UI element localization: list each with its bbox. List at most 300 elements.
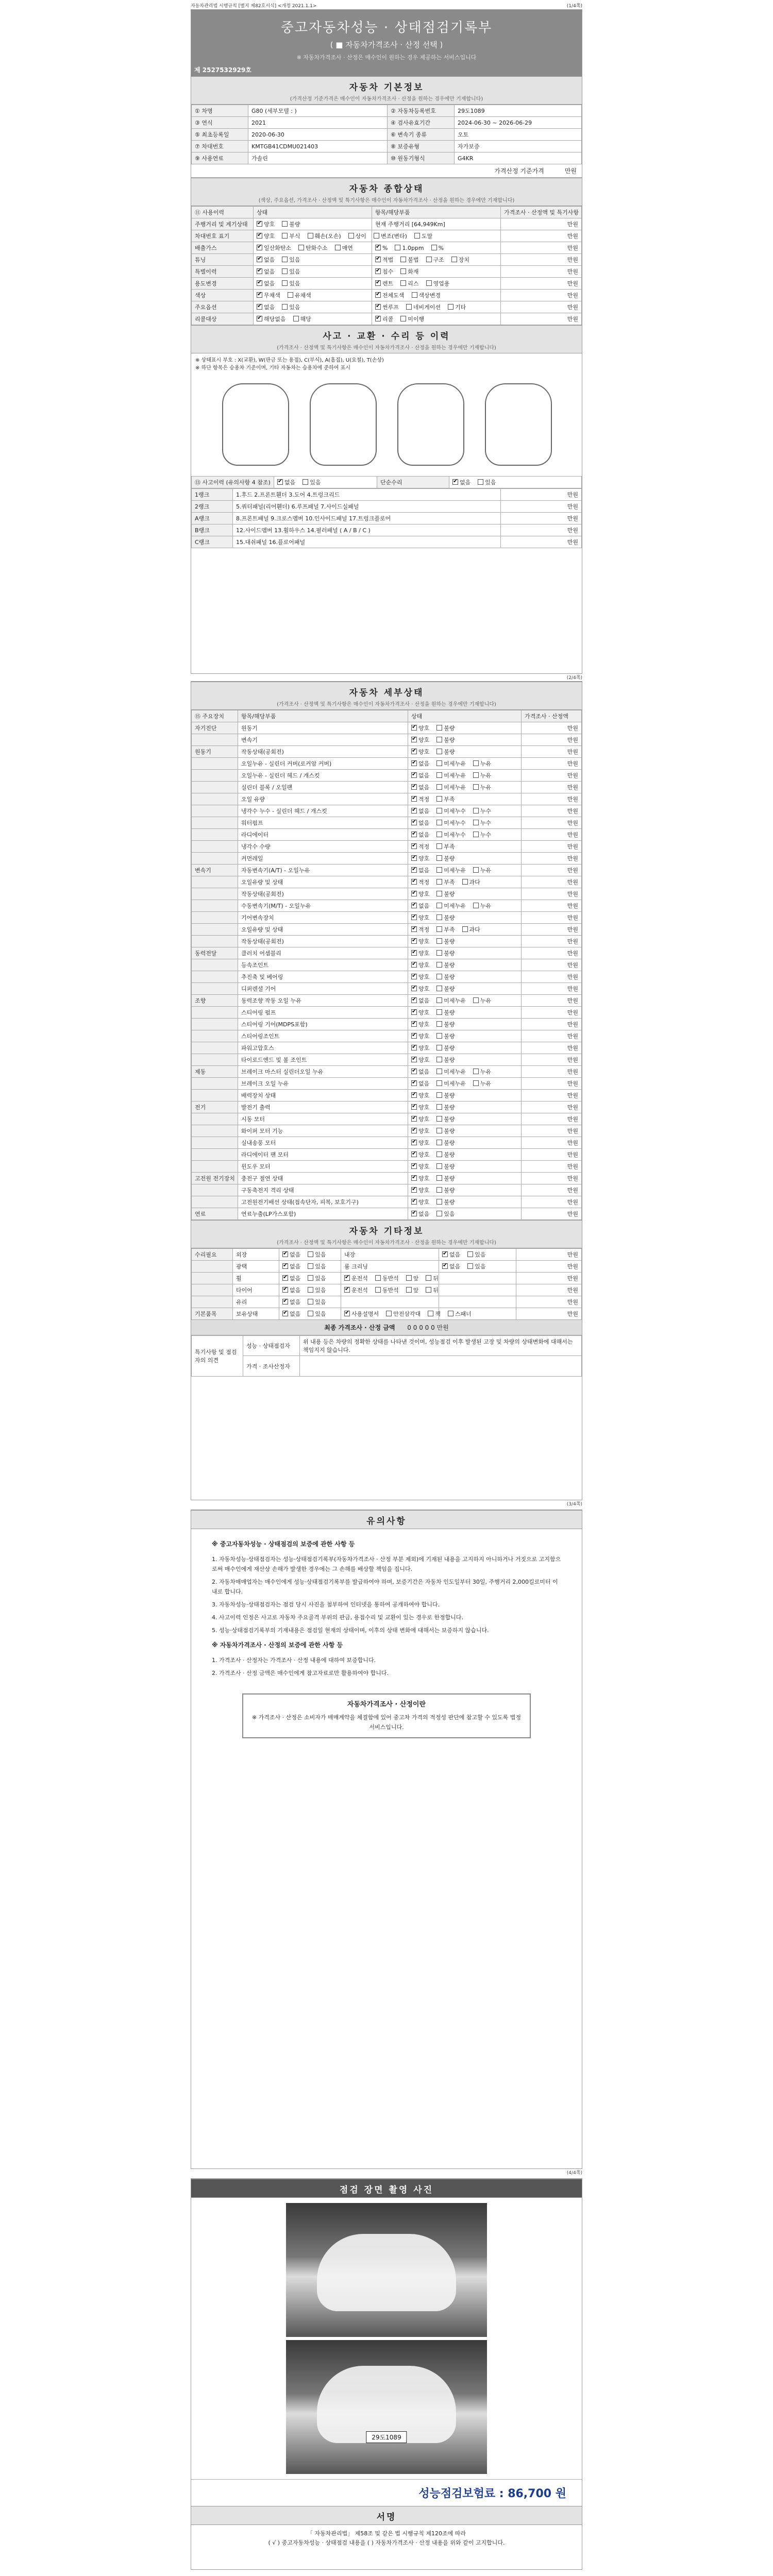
special-inspector: 성능 · 상태점검자 [243, 1336, 300, 1356]
checkbox-option: ✔ 없음 [282, 1263, 300, 1270]
checkbox-icon [257, 304, 262, 310]
detail-item: 브레이크 오일 누유 [238, 1078, 408, 1090]
detail-state [408, 793, 522, 805]
detail-state [408, 734, 522, 746]
detail-column-header: 상태 [408, 710, 522, 722]
checkbox-icon [303, 479, 308, 485]
checkbox-option: 유채색 [288, 292, 311, 299]
checkbox-icon [411, 725, 417, 731]
checkbox-option: 불량 [282, 221, 300, 228]
rank-label: C랭크 [192, 536, 233, 548]
summary-item: 용도변경 [192, 278, 254, 290]
detail-title: 자동차 세부상태 [349, 688, 424, 698]
notice-box-text: ※ 가격조사 · 산정은 소비자가 매매계약을 체결함에 있어 중고차 가격의 적정성 판단에 참고할 수 있도록 법정 서비스입니다. [251, 1714, 522, 1731]
detail-row [192, 746, 582, 758]
detail-row [192, 793, 582, 805]
checkbox-icon [436, 926, 442, 932]
rank-parts: 5.쿼터패널(리어휀더) 6.루프패널 7.사이드실패널 [233, 501, 501, 513]
page-4 [191, 2178, 582, 2570]
checkbox-icon [436, 903, 442, 908]
checkbox-option: 누유 [473, 760, 491, 767]
detail-row [192, 959, 582, 971]
checkbox-option: 구조 [426, 257, 444, 263]
detail-price: 만원 [522, 1173, 582, 1184]
detail-item: 디퍼렌셜 기어 [238, 983, 408, 995]
detail-item: 클러치 어셈블리 [238, 947, 408, 959]
checkbox-option: ✔ 전체도색 [375, 292, 405, 299]
detail-item: 기어변속장치 [238, 912, 408, 924]
detail-row [192, 924, 582, 936]
checkbox-icon [436, 938, 442, 944]
checkbox-icon [375, 1287, 381, 1293]
photos-header [191, 2179, 582, 2198]
summary-price: 만원 [501, 290, 582, 301]
checkbox-icon [411, 1163, 417, 1169]
detail-item: 작동상태(공회전) [238, 888, 408, 900]
checkbox-icon [473, 784, 479, 790]
notice-box-title: 자동차가격조사 · 산정이란 [347, 1701, 426, 1708]
detail-price: 만원 [522, 746, 582, 758]
checkbox-icon [436, 1140, 442, 1145]
detail-item: 라디에이터 팬 모터 [238, 1149, 408, 1161]
summary-detail [372, 290, 501, 301]
summary-column-header: ⑪ 사용이력 [192, 207, 254, 218]
rank-row [192, 536, 582, 548]
checkbox-icon [411, 1092, 417, 1098]
checkbox-icon [436, 820, 442, 825]
checkbox-option: 있음 [282, 280, 300, 287]
detail-item: 동력조향 작동 오일 누유 [238, 995, 408, 1007]
basic-info-label: ⑦ 차대번호 [192, 141, 248, 152]
detail-column-header: 항목/해당부품 [238, 710, 408, 722]
checkbox-option: 매연 [335, 245, 353, 251]
form-title: 중고자동차성능 · 상태점검기록부 [280, 20, 493, 36]
checkbox-option: 미세누유 [436, 784, 466, 791]
summary-header [191, 178, 582, 206]
checkbox-icon [411, 1151, 417, 1157]
checkbox-option: ✔ 없음 [411, 1080, 429, 1087]
rank-parts: 1.후드 2.프론트휀더 3.도어 4.트렁크리드 [233, 489, 501, 501]
detail-row [192, 1149, 582, 1161]
checkbox-option: 변조(변타) [374, 233, 407, 240]
basic-info-label: ⑤ 최초등록일 [192, 129, 248, 141]
checkbox-icon [436, 1057, 442, 1062]
checkbox-icon [436, 843, 442, 849]
checkbox-option: ✔ 적정 [411, 879, 429, 886]
summary-price: 만원 [501, 254, 582, 266]
checkbox-icon [411, 843, 417, 849]
checkbox-icon [406, 304, 412, 310]
detail-table [191, 710, 582, 1220]
rank-parts: 12.사이드멤버 13.휠하우스 14.필러패널 ( A / B / C ) [233, 524, 501, 536]
detail-item: 스티어링조인트 [238, 1030, 408, 1042]
others-item: 타이어 [233, 1284, 279, 1296]
summary-item: 배출가스 [192, 242, 254, 254]
checkbox-option: ✔ 없음 [442, 1251, 460, 1258]
checkbox-option: ✔ 없음 [411, 1069, 429, 1075]
checkbox-icon [411, 1140, 417, 1145]
page-mark: (3/4쪽) [566, 1502, 582, 1507]
checkbox-icon [467, 1251, 473, 1257]
checkbox-icon [411, 879, 417, 885]
detail-item: 구동축전지 격리 상태 [238, 1184, 408, 1196]
summary-item: 주요옵션 [192, 301, 254, 313]
basic-info-row [192, 129, 582, 141]
detail-group [192, 888, 238, 900]
page-2 [191, 681, 582, 1500]
detail-price: 만원 [522, 805, 582, 817]
detail-price: 만원 [522, 888, 582, 900]
checkbox-icon [375, 304, 381, 310]
checkbox-icon [436, 1199, 442, 1205]
checkbox-option: ✔ 리콜 [375, 316, 393, 323]
rank-price: 만원 [501, 489, 582, 501]
checkbox-option: ✔ 없음 [282, 1311, 300, 1317]
others-price: 만원 [516, 1273, 582, 1284]
notice-header [191, 1510, 582, 1529]
summary-item: 주행거리 및 계기상태 [192, 218, 254, 230]
checkbox-option: 앞 [406, 1287, 419, 1294]
checkbox-option: 미세누유 [436, 867, 466, 874]
detail-state [408, 947, 522, 959]
checkbox-option: ✔ % [375, 245, 388, 251]
rank-table [191, 488, 582, 548]
checkbox-icon [473, 903, 479, 908]
checkbox-icon [411, 796, 417, 802]
basic-info-note: (가격산정 기준가격은 매수인이 자동차가격조사 · 산정을 원하는 경우에만 기재합니다) [290, 96, 483, 102]
checkbox-icon [282, 1299, 288, 1304]
checkbox-option: ✔ 렌트 [375, 280, 393, 287]
final-total-label: 최종 가격조사 · 산정 금액 [324, 1324, 395, 1331]
form-reference: 자동차관리법 시행규칙 [별지 제82호서식] <개정 2021.1.1> [191, 4, 317, 9]
checkbox-option: ✔ 없음 [452, 479, 470, 486]
detail-state [408, 1125, 522, 1137]
checkbox-icon [436, 1128, 442, 1133]
detail-row [192, 936, 582, 947]
checkbox-icon [436, 1080, 442, 1086]
others-row [192, 1284, 582, 1296]
checkbox-option: ✔ 양호 [411, 1104, 429, 1111]
detail-row [192, 1066, 582, 1078]
checkbox-option: 부식 [282, 233, 300, 240]
checkbox-option: 불량 [436, 1187, 455, 1194]
summary-price: 만원 [501, 218, 582, 230]
detail-price: 만원 [522, 793, 582, 805]
detail-group: 제동 [192, 1066, 238, 1078]
detail-state [408, 758, 522, 770]
notice-item: 5. 성능·상태점검기록부의 기재내용은 점검일 현재의 상태이며, 이후의 상태 변화에 대해서는 보증하지 않습니다. [212, 1627, 489, 1634]
detail-item: 커먼레일 [238, 853, 408, 865]
checkbox-option: ✔ 양호 [411, 950, 429, 957]
detail-group [192, 841, 238, 853]
summary-column-header: 상태 [254, 207, 372, 218]
detail-row [192, 1173, 582, 1184]
basic-info-value: 2024-06-30 ~ 2026-06-29 [455, 117, 582, 129]
checkbox-option: 잭 [428, 1311, 441, 1317]
detail-group [192, 1196, 238, 1208]
checkbox-option: 뒤 [426, 1287, 439, 1294]
others-price: 만원 [516, 1284, 582, 1296]
checkbox-option: 있음 [308, 1299, 326, 1306]
checkbox-icon [308, 1251, 313, 1257]
special-label: 특기사항 및 점검자의 의견 [192, 1336, 243, 1377]
detail-item: 시동 모터 [238, 1113, 408, 1125]
checkbox-icon [375, 316, 381, 321]
checkbox-icon [411, 1116, 417, 1122]
checkbox-icon [400, 280, 406, 286]
detail-group: 자기진단 [192, 722, 238, 734]
others-group [192, 1261, 233, 1273]
detail-state [408, 1054, 522, 1066]
summary-state [254, 290, 372, 301]
detail-group [192, 959, 238, 971]
detail-price: 만원 [522, 959, 582, 971]
checkbox-icon [473, 760, 479, 766]
checkbox-icon [462, 879, 468, 885]
form-subtitle: ( ■ 자동차가격조사 · 산정 선택 ) [330, 40, 443, 49]
checkbox-icon [308, 1263, 313, 1269]
checkbox-icon [436, 974, 442, 979]
checkbox-option: 불량 [436, 1057, 455, 1063]
checkbox-option: 미세누유 [436, 772, 466, 779]
checkbox-option: 불량 [436, 1092, 455, 1099]
checkbox-option: 불량 [436, 737, 455, 743]
summary-note: (색상, 주요옵션, 가격조사 · 산정액 및 특기사항은 매수인이 자동차가격조사 · 산정을 원하는 경우에만 기재합니다) [258, 198, 515, 204]
summary-state [254, 278, 372, 290]
checkbox-option: ✔ 무채색 [257, 292, 280, 299]
car-outline-frame [397, 383, 464, 466]
others-sub-state [439, 1284, 516, 1296]
summary-title: 자동차 종합상태 [349, 184, 424, 194]
checkbox-option: 불량 [436, 1045, 455, 1052]
summary-table [191, 206, 582, 325]
detail-price: 만원 [522, 1137, 582, 1149]
detail-row [192, 1125, 582, 1137]
detail-item: 타이로드엔드 및 볼 조인트 [238, 1054, 408, 1066]
detail-price: 만원 [522, 912, 582, 924]
checkbox-icon [436, 832, 442, 837]
summary-row [192, 266, 582, 278]
checkbox-option: 불량 [436, 974, 455, 980]
detail-note: (가격조사 · 산정액 및 특기사항은 매수인이 자동차가격조사 · 산정을 원하는 경우에만 기재합니다) [277, 702, 496, 707]
others-item: 광택 [233, 1261, 279, 1273]
checkbox-option: ✔ 없음 [277, 479, 295, 486]
checkbox-option: ✔ 양호 [257, 233, 275, 240]
detail-state [408, 971, 522, 983]
detail-state [408, 995, 522, 1007]
checkbox-option: 불량 [436, 938, 455, 945]
detail-item: 원동기 [238, 722, 408, 734]
summary-state [254, 301, 372, 313]
detail-item: 오일유량 및 상태 [238, 876, 408, 888]
detail-item: 오일 유량 [238, 793, 408, 805]
checkbox-icon [375, 245, 381, 250]
detail-item: 라디에이터 [238, 829, 408, 841]
checkbox-option: 불량 [436, 962, 455, 969]
checkbox-option: 동반석 [375, 1287, 399, 1294]
checkbox-icon [411, 1175, 417, 1181]
page-1 [191, 9, 582, 674]
page-mark: (2/4쪽) [566, 675, 582, 681]
checkbox-option: ✔ 적정 [411, 926, 429, 933]
detail-group [192, 1113, 238, 1125]
detail-header [191, 682, 582, 710]
checkbox-icon [426, 280, 432, 286]
checkbox-option: ✔ 없음 [282, 1299, 300, 1306]
checkbox-icon [411, 820, 417, 825]
detail-price: 만원 [522, 1101, 582, 1113]
notice-item: 4. 사고이력 인정은 사고로 자동차 주요골격 부위의 판금, 용접수리 및 교환이 있는 경우로 한정합니다. [212, 1614, 463, 1621]
detail-item: 윈도우 모터 [238, 1161, 408, 1173]
detail-price: 만원 [522, 876, 582, 888]
detail-group [192, 876, 238, 888]
rank-row [192, 501, 582, 513]
checkbox-icon [348, 233, 354, 239]
checkbox-icon [436, 867, 442, 873]
detail-row [192, 853, 582, 865]
basic-info-value: 가솔린 [248, 152, 388, 164]
summary-item: 차대번호 표기 [192, 230, 254, 242]
detail-price: 만원 [522, 983, 582, 995]
signature-header [191, 2506, 582, 2525]
checkbox-option: ✔ 양호 [411, 1045, 429, 1052]
detail-group: 원동기 [192, 746, 238, 758]
others-state [279, 1273, 341, 1284]
detail-state [408, 805, 522, 817]
checkbox-option: 스패너 [448, 1311, 472, 1317]
others-item: 외장 [233, 1249, 279, 1261]
checkbox-option: ✔ 운전석 [344, 1275, 368, 1282]
checkbox-icon [436, 796, 442, 802]
checkbox-icon [411, 1128, 417, 1133]
detail-price: 만원 [522, 1078, 582, 1090]
checkbox-icon [473, 1080, 479, 1086]
rank-label: 2랭크 [192, 501, 233, 513]
detail-group [192, 1090, 238, 1101]
checkbox-option: 있음 [308, 1263, 326, 1270]
checkbox-option: 있음 [282, 304, 300, 311]
checkbox-option: ✔ 양호 [411, 1057, 429, 1063]
summary-row [192, 230, 582, 242]
inspection-photo-rear [286, 2340, 487, 2474]
summary-detail [372, 266, 501, 278]
basic-info-label: ⑨ 사용연료 [192, 152, 248, 164]
basic-info-label: ① 차명 [192, 105, 248, 117]
checkbox-icon [411, 808, 417, 814]
rank-row [192, 513, 582, 524]
checkbox-option: ✔ 일산화탄소 [257, 245, 291, 251]
others-sub: 룸 크리닝 [341, 1261, 439, 1273]
checkbox-icon [386, 1311, 392, 1316]
checkbox-option: 네비게이션 [406, 304, 441, 311]
detail-item: 오일누유 - 실린더 헤드 / 개스킷 [238, 770, 408, 782]
detail-price: 만원 [522, 1196, 582, 1208]
checkbox-option: ✔ 적정 [411, 843, 429, 850]
summary-row [192, 290, 582, 301]
checkbox-option: 미세누유 [436, 903, 466, 909]
detail-item: 브레이크 마스터 실린더오일 누유 [238, 1066, 408, 1078]
detail-item: 냉각수 수량 [238, 841, 408, 853]
summary-row [192, 254, 582, 266]
checkbox-option: ✔ 없음 [411, 997, 429, 1004]
detail-state [408, 1101, 522, 1113]
detail-state [408, 1113, 522, 1125]
checkbox-icon [426, 257, 432, 262]
detail-group [192, 805, 238, 817]
checkbox-option: 도말 [414, 233, 432, 240]
checkbox-option: 부족 [436, 879, 455, 886]
detail-state [408, 900, 522, 912]
checkbox-option: 누유 [473, 772, 491, 779]
checkbox-icon [442, 1263, 448, 1269]
checkbox-option: 누유 [473, 997, 491, 1004]
detail-state [408, 1078, 522, 1090]
others-group: 기본품목 [192, 1308, 233, 1320]
others-group: 수리필요 [192, 1249, 233, 1261]
checkbox-option: ✔ 양호 [411, 891, 429, 897]
checkbox-icon [308, 1299, 313, 1304]
signature-line-2: ( √ ) 중고자동차성능 · 상태점검 내용을 ( ) 자동차가격조사 · 산정 내용을 위와 같이 고지합니다. [268, 2539, 505, 2546]
special-appraiser: 가격 · 조사산정자 [243, 1356, 300, 1377]
basic-info-value: 오토 [455, 129, 582, 141]
accident-state [274, 477, 377, 488]
detail-group [192, 1019, 238, 1030]
detail-state [408, 841, 522, 853]
detail-group [192, 853, 238, 865]
detail-price: 만원 [522, 936, 582, 947]
detail-item: 등속조인트 [238, 959, 408, 971]
detail-state [408, 936, 522, 947]
checkbox-icon [411, 760, 417, 766]
detail-price: 만원 [522, 853, 582, 865]
detail-state [408, 746, 522, 758]
checkbox-icon [436, 1187, 442, 1193]
checkbox-option: ✔ 양호 [411, 1175, 429, 1182]
detail-item: 자동변속기(A/T) - 오일누유 [238, 865, 408, 876]
checkbox-icon [411, 950, 417, 956]
checkbox-option: ✔ 없음 [411, 832, 429, 838]
checkbox-icon [282, 257, 288, 262]
others-note: (가격조사 · 산정액 및 특기사항은 매수인이 자동차가격조사 · 산정을 원하는 경우에만 기재합니다) [277, 1240, 496, 1246]
price-basis-label: 가격산정 기준가격 [494, 167, 544, 175]
vehicle-diagram [191, 373, 582, 476]
detail-row [192, 1090, 582, 1101]
checkbox-icon [451, 257, 457, 262]
checkbox-icon [411, 1104, 417, 1110]
detail-state [408, 888, 522, 900]
detail-state [408, 1184, 522, 1196]
basic-info-header [191, 76, 582, 105]
detail-state [408, 770, 522, 782]
basic-info-label: ⑩ 원동기형식 [388, 152, 455, 164]
summary-state [254, 242, 372, 254]
checkbox-icon [473, 867, 479, 873]
detail-row [192, 1007, 582, 1019]
others-price: 만원 [516, 1249, 582, 1261]
checkbox-option: 과다 [462, 926, 480, 933]
detail-item: 배력장치 상태 [238, 1090, 408, 1101]
checkbox-icon [308, 1287, 313, 1293]
checkbox-option: ✔ 적법 [375, 257, 393, 263]
summary-state [254, 230, 433, 242]
checkbox-icon [411, 1187, 417, 1193]
detail-item: 스티어링 펌프 [238, 1007, 408, 1019]
detail-state [408, 1137, 522, 1149]
detail-row [192, 912, 582, 924]
rank-row [192, 489, 582, 501]
summary-price: 만원 [501, 266, 582, 278]
others-sub-state [439, 1296, 516, 1308]
